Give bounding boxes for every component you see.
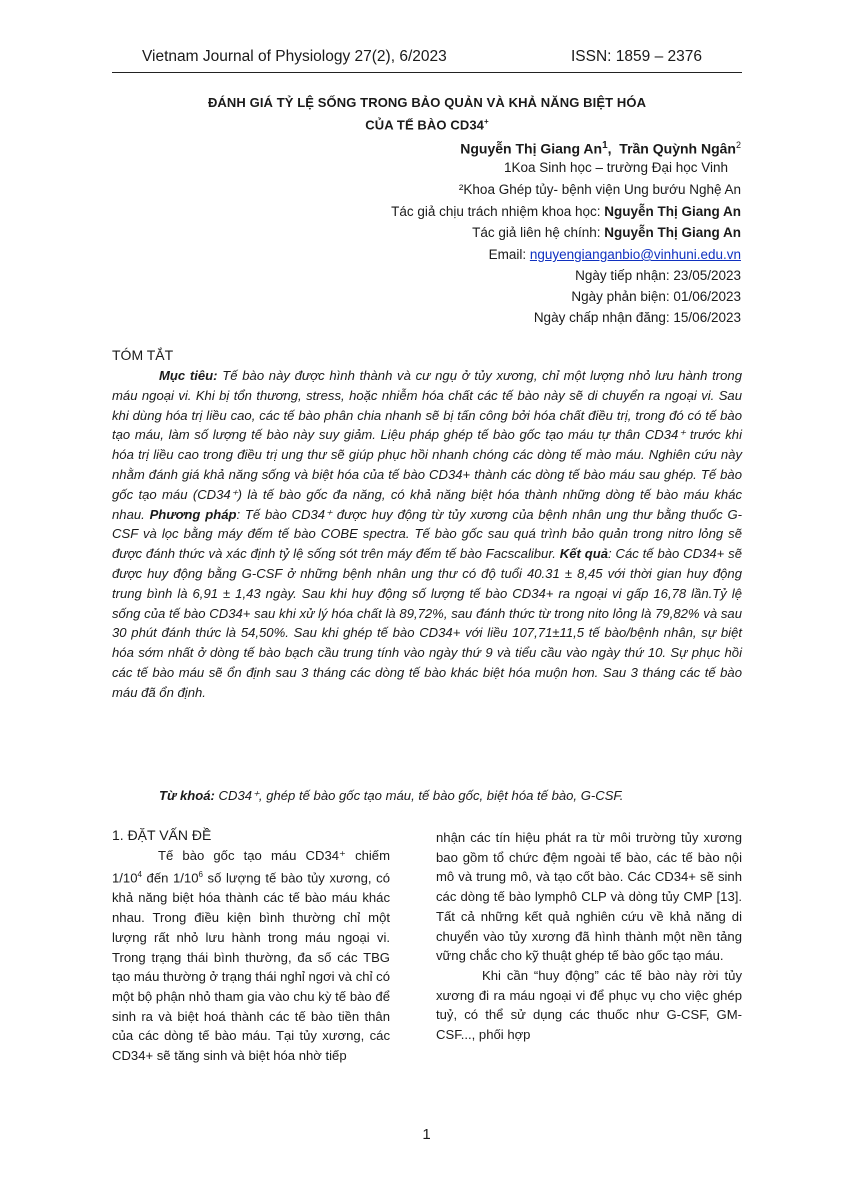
running-header xyxy=(112,44,742,73)
date-received: Ngày tiếp nhận: 23/05/2023 xyxy=(575,268,741,283)
intro-right-column xyxy=(436,828,742,1045)
intro-paragraph-3: Khi cần “huy động” các tế bào này rời tủy xương đi ra máu ngoại vi để phục vụ cho việc ghép tuỷ, có thể sử dụng các thuốc như G-CSF, GM-CSF..., phối hợp xyxy=(436,967,742,1043)
author-1: Nguyễn Thị Giang An xyxy=(460,140,603,157)
affiliation-2: ²Khoa Ghép tủy- bệnh viện Ung bướu Nghệ An xyxy=(458,182,741,197)
author-2: Trần Quỳnh Ngân xyxy=(619,140,736,157)
method-label: Phương pháp xyxy=(149,506,237,522)
date-reviewed: Ngày phản biện: 01/06/2023 xyxy=(571,289,741,304)
intro-paragraph-1: Tế bào gốc tạo máu CD34⁺ chiếm $1/10^4$ đến $1/10^6$ số lượng tế bào tủy xương, có khả năng biệt hóa thành các tế bào máu khác nhau. Trong điều kiện bình thường chỉ một lượng rất nhỏ lưu hành trong máu ngoại vi. Trong trạng thái bình thường, đa số các TBG tạo máu thường ở trạng thái nghỉ ngơi và chỉ có một bộ phận nhỏ tham gia vào chu kỳ tế bào để sinh ra và biệt hoá thành các tế bào tiền thân của các dòng tế bào máu. Tại tủy xương, các CD34+ sẽ tăng sinh và biệt hóa nhờ tiếp xyxy=(112,847,390,1064)
result-label: Kết quả xyxy=(559,546,608,562)
section-heading-intro: 1. ĐẶT VẤN ĐỀ xyxy=(112,827,212,843)
issn: ISSN: 1859 – 2376 xyxy=(571,48,702,65)
intro-left-column xyxy=(112,826,390,1066)
paper-title-line1: ĐÁNH GIÁ TỶ LỆ SỐNG TRONG BẢO QUẢN VÀ KHẢ NĂNG BIỆT HÓA xyxy=(207,95,647,110)
objective-label: Mục tiêu: xyxy=(159,368,218,383)
date-accepted: Ngày chấp nhận đăng: 15/06/2023 xyxy=(533,310,741,325)
author-list: Nguyễn Thị Giang An$^1$, Trần Quỳnh Ngân$^2$ xyxy=(460,140,741,157)
keywords: Từ khoá: CD34⁺, ghép tế bào gốc tạo máu, tế bào gốc, biệt hóa tế bào, G-CSF. xyxy=(159,788,624,803)
abstract-body: Mục tiêu: Tế bào này được hình thành và cư ngụ ở tủy xương, chỉ một lượng nhỏ lưu hành trong máu ngoại vi. Khi bị tổn thương, stress, hoặc nhiễm hóa chất các tế bào này sẽ di chuyển ra ngoại vi. Sau khi dùng hóa trị liều cao, các tế bào phân chia nhanh sẽ bị tấn công bởi hóa chất điều trị, trong đó có tế bào tạo máu, làm số lượng tế bào này suy giảm. Liệu pháp ghép tế bào gốc tạo máu tự thân CD34⁺ trước khi hóa trị liều cao trong điều trị ung thư sẽ giúp phục hồi nhanh chóng các dòng tế mào máu. Nghiên cứu này nhằm đánh giá khả năng sống và biệt hóa của tế bào CD34+ thành các dòng tế bào máu sau ghép. Tế bào gốc tạo máu (CD34⁺) là tế bào gốc đa năng, có khả năng biệt hóa thành những dòng tế bào máu khác nhau. Phương pháp: Tế bào CD34⁺ được huy động từ tủy xương của bệnh nhân ung thư bằng thuốc G-CSF và lọc bằng máy đếm tế bào COBE spectra. Tế bào gốc sau quá trình bảo quản trong nitro lỏng sẽ được đánh thức và xác định tỷ lệ sống sót trên máy đếm tế bào Facscalibur. Kết quả: Các tế bào CD34+ sẽ được huy động bằng G-CSF ở những bệnh nhân ung thư có độ tuổi 40.31 ± 8,45 với thời gian huy động trung bình là 6,91 ± 1,43 ngày. Sau khi huy động số lượng tế bào CD34+ ra ngoại vi gấp 16,78 lần.Tỷ lệ sống của tế bào CD34+ sau khi xử lý hóa chất là 89,72%, sau đánh thức từ trong nito lỏng là 79,82% và sau 30 phút đánh thức là 54,50%. Sau khi ghép tế bào CD34+ với liều 107,71±11,5 tế bào/bệnh nhân, sự biệt hóa sớm nhất ở dòng tế bào bạch cầu trung tính vào ngày thứ 9 và tiểu cầu vào ngày thứ 10. Sự phục hồi các tế bào máu sẽ ổn định sau 3 tháng các dòng tế bào khác biệt hóa muộn hơn. Sau 3 tháng các tế bào máu đã ổn định. xyxy=(112,368,742,700)
intro-paragraph-2: nhận các tín hiệu phát ra từ môi trường tủy xương bao gồm tổ chức đệm ngoài tế bào, các tế bào nội mô và trung mô, và tạo cốt bào. Các CD34+ sẽ sinh các dòng tế bào lymphô CLP và dòng tủy CMP [13]. Tất cả những kết quả nghiên cứu về khả năng di chuyển vào tủy xương đã hình thành một nền tảng vững chắc cho kỹ thuật ghép tế bào gốc tạo máu. xyxy=(436,830,742,964)
responsible-author: Tác giả chịu trách nhiệm khoa học: Nguyễn Thị Giang An xyxy=(391,204,741,219)
paper-title-line2: CỦA TẾ BÀO CD34+ xyxy=(365,117,489,133)
page-number: 1 xyxy=(422,1126,431,1143)
affiliation-1: 1Koa Sinh học – trường Đại học Vinh xyxy=(503,160,728,175)
journal-name: Vietnam Journal of Physiology 27(2), 6/2023 xyxy=(142,48,447,65)
contact-author: Tác giả liên hệ chính: Nguyễn Thị Giang An xyxy=(472,225,741,240)
abstract-heading: TÓM TẮT xyxy=(112,347,174,363)
email-line: Email: nguyengianganbio@vinhuni.edu.vn xyxy=(488,247,741,262)
email-link[interactable]: nguyengianganbio@vinhuni.edu.vn xyxy=(529,247,741,262)
